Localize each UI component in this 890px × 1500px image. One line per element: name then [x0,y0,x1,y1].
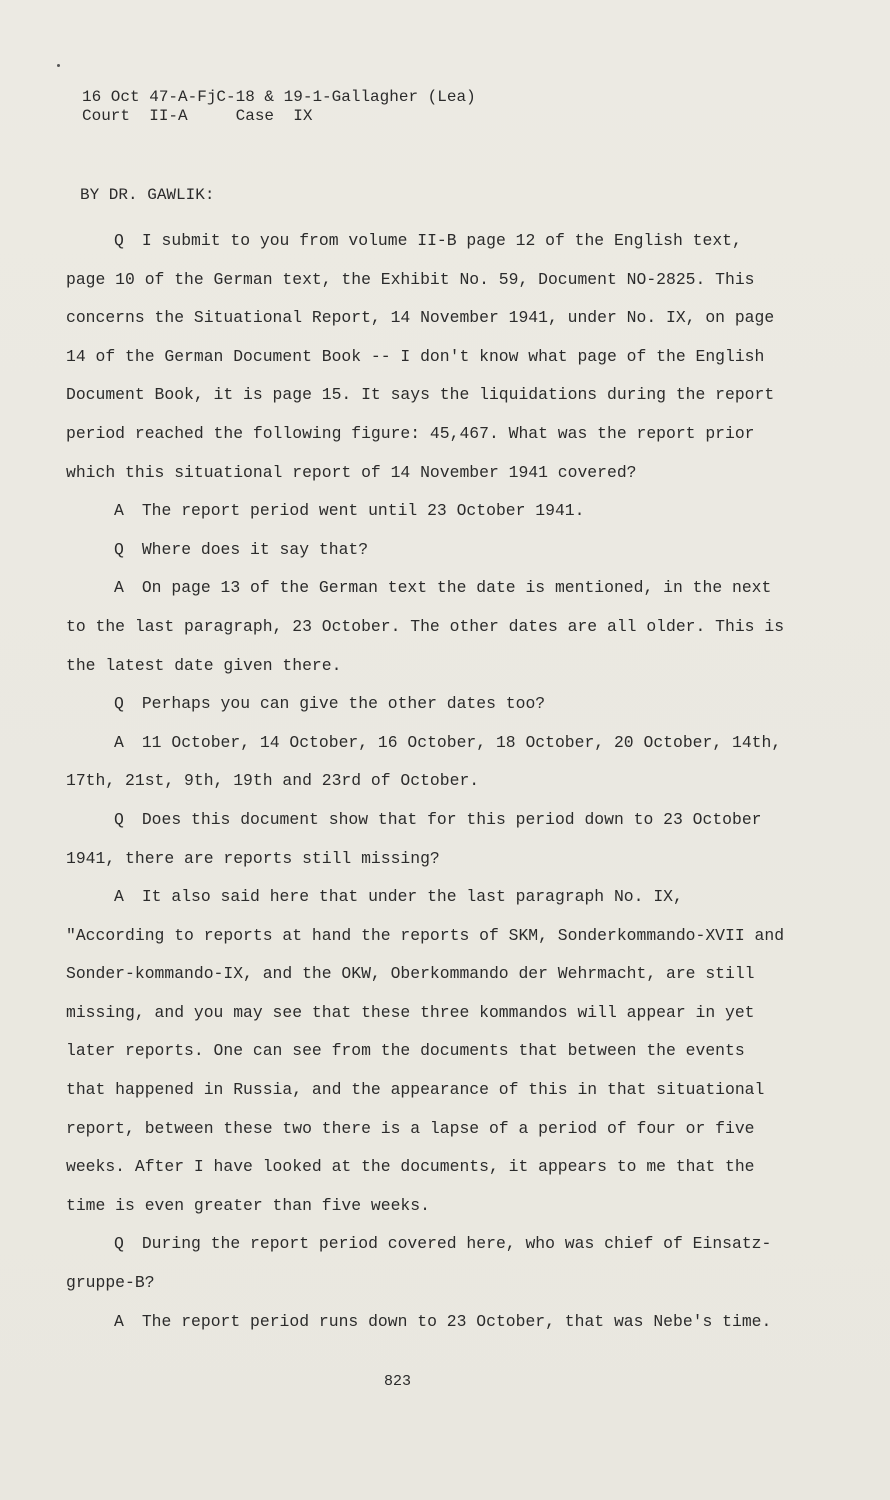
examiner-heading: BY DR. GAWLIK: [80,186,215,204]
paragraph-text: Perhaps you can give the other dates too? [141,694,546,714]
speaker-label: Q [114,231,124,250]
speaker-label: A [114,578,124,598]
transcript-header [82,88,476,126]
paragraph-text: I submit to you from volume II-B page 12 of the English text, page 10 of the German text, the Exhibit No. 59, Document NO-2825. This concerns the Situational Report, 14 November 1941, under No. IX, on page 14 of the German Document Book -- I don't know what page of the English Document Book, it is page 15. It says the liquidations during the report period reached the following figure: 45,467. What was the report prior which this situational report of 14 November 1941 covered? [66,231,775,482]
paragraph-text: The report period runs down to 23 October, that was Nebe's time. [141,1311,772,1331]
paragraph-text: On page 13 of the German text the date is mentioned, in the next to the last paragraph, 23 October. The other dates are all older. This is the latest date given there. [66,578,785,675]
paragraph-text: Does this document show that for this period down to 23 October 1941, there are reports still missing? [66,809,762,868]
speaker-label: Q [114,809,124,829]
testimony-paragraph [66,222,786,492]
testimony-paragraph [66,685,786,724]
testimony-paragraph [66,724,786,801]
testimony-paragraph [66,1303,786,1342]
margin-mark [57,64,60,67]
testimony-paragraph [66,531,786,570]
speaker-label: A [114,1311,124,1331]
testimony-paragraph [66,1225,786,1302]
header-line-1: 16 Oct 47-A-FjC-18 & 19-1-Gallagher (Lea) [82,88,476,106]
testimony-paragraph [66,492,786,531]
speaker-label: A [114,732,124,752]
testimony-paragraph [66,878,786,1225]
paragraph-text: The report period went until 23 October 1941. [141,501,585,521]
speaker-label: Q [114,1234,124,1254]
testimony-body [66,222,786,1341]
paragraph-text: Where does it say that? [141,539,369,559]
paragraph-text: It also said here that under the last paragraph No. IX, "According to reports at hand the reports of SKM, Sonderkommando-XVII and Sonder-kommando-IX, and the OKW, Oberkommando der Wehrmacht, are still missing, and you may see that these three kommandos will appear in yet later reports. One can see from the documents that between the events that happened in Russia, and the appearance of this in that situational report, between these two there is a lapse of a period of four or five weeks. After I have looked at the documents, it appears to me that the time is even greater than five weeks. [66,887,785,1215]
speaker-label: A [114,501,124,521]
testimony-paragraph [66,569,786,685]
paragraph-text: 11 October, 14 October, 16 October, 18 October, 20 October, 14th, 17th, 21st, 9th, 19th and 23rd of October. [66,732,782,791]
speaker-label: A [114,887,124,907]
page-number: 823 [384,1373,412,1390]
testimony-paragraph [66,801,786,878]
header-line-2: Court II-A Case IX [82,107,313,125]
speaker-label: Q [114,694,124,714]
paragraph-text: During the report period covered here, who was chief of Einsatz-gruppe-B? [66,1234,772,1293]
speaker-label: Q [114,539,124,559]
